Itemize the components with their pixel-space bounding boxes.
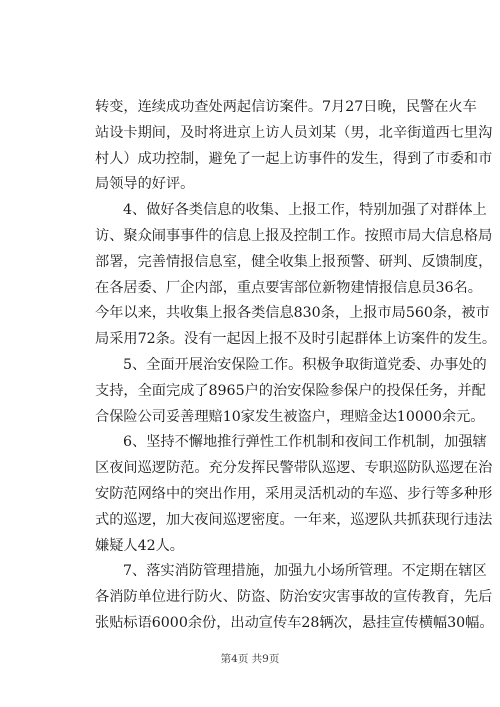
text-line: 局领导的好评。 [95, 176, 195, 193]
text-line: 7、落实消防管理措施，加强九小场所管理。不定期在辖区 [123, 563, 487, 580]
text-line: 今年以来，共收集上报各类信息830条，上报市局560条，被市 [95, 305, 490, 322]
text-line: 张贴标语6000余份，出动宣传车28辆次，悬挂宣传横幅30幅。 [95, 614, 494, 631]
document-body [95, 95, 497, 637]
text-line: 安防范网络中的突出作用，采用灵活机动的车巡、步行等多种形 [95, 485, 493, 502]
text-line: 村人）成功控制，避免了一起上访事件的发生，得到了市委和市 [95, 150, 493, 167]
text-line: 6、坚持不懈地推行弹性工作机制和夜间工作机制，加强辖 [123, 434, 487, 451]
text-line: 4、做好各类信息的收集、上报工作，特别加强了对群体上 [123, 202, 487, 219]
text-line: 部署，完善情报信息室，健全收集上报预警、研判、反馈制度， [95, 253, 493, 270]
page-footer: 第4页 共9页 [220, 653, 280, 665]
text-line: 嫌疑人42人。 [95, 537, 184, 554]
text-line: 站设卡期间，及时将进京上访人员刘某（男，北辛街道西七里沟 [95, 124, 493, 141]
text-line: 式的巡逻，加大夜间巡逻密度。一年来，巡逻队共抓获现行违法 [95, 511, 493, 528]
text-line: 转变，连续成功查处两起信访案件。7月27日晚，民警在火车 [95, 99, 477, 115]
text-line: 各消防单位进行防火、防盗、防治安灾害事故的宣传教育，先后 [95, 589, 493, 606]
text-line: 合保险公司妥善理赔10家发生被盗户，理赔金达10000余元。 [95, 408, 485, 425]
text-line: 局采用72条。没有一起因上报不及时引起群体上访案件的发生。 [95, 331, 497, 348]
text-line: 访、聚众闹事事件的信息上报及控制工作。按照市局大信息格局 [95, 227, 493, 244]
text-line: 支持，全面完成了8965户的治安保险参保户的投保任务，并配 [95, 382, 486, 399]
text-line: 在各居委、厂企内部，重点要害部位新物建情报信息员36名。 [95, 279, 482, 296]
text-line: 5、全面开展治安保险工作。积极争取街道党委、办事处的 [123, 356, 487, 373]
text-line: 区夜间巡逻防范。充分发挥民警带队巡逻、专职巡防队巡逻在治 [95, 460, 493, 477]
